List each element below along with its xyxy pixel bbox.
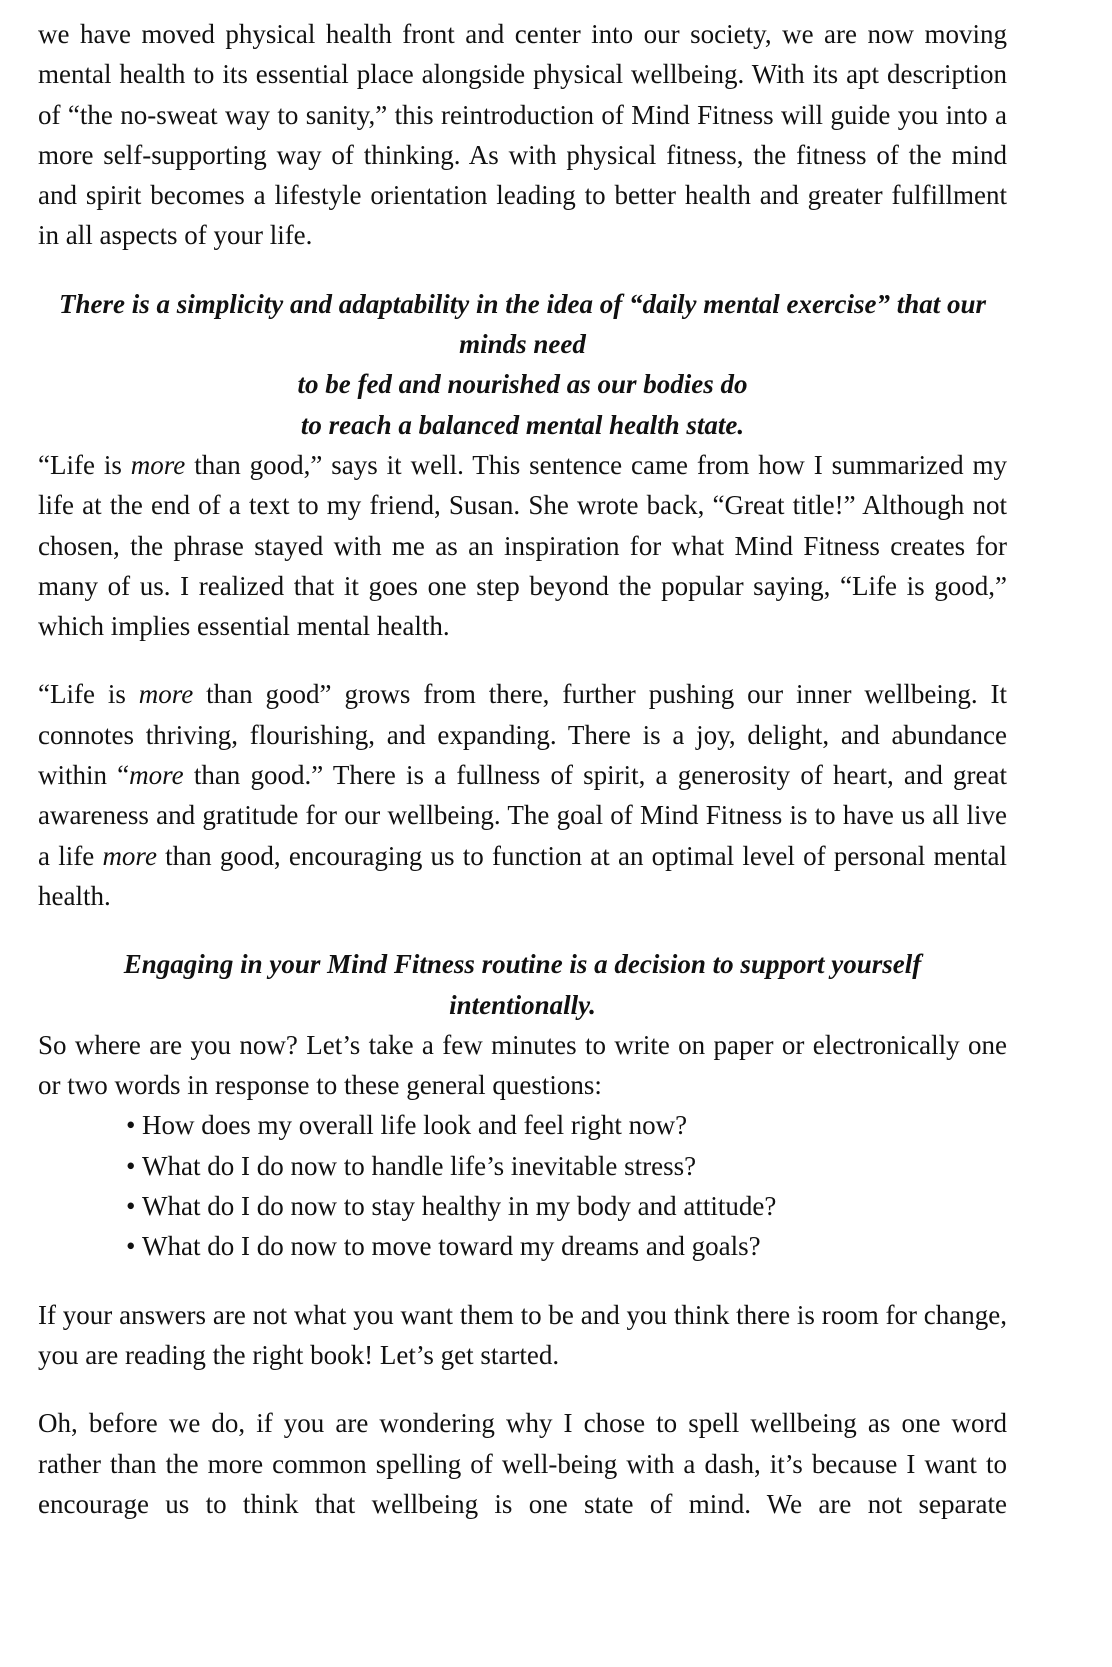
paragraph-where-are-you-now: So where are you now? Let’s take a few minutes to write on paper or electronically one or two words in response to these general questions: bbox=[38, 1029, 1007, 1101]
paragraph-wellbeing-spelling: Oh, before we do, if you are wondering why I chose to spell wellbeing as one word rather than the more common spelling of well-being with a dash, it’s because I want to encourage us to think that wellbeing is one state of mind. We are not separate bbox=[38, 1408, 1007, 1519]
question-text: What do I do now to handle life’s inevitable stress? bbox=[142, 1150, 697, 1181]
bullet-icon: • bbox=[126, 1150, 136, 1181]
text-segment: than good” grows from there, further pushing our inner wellbeing. It connotes thriving, flourishing, and expanding. There is a joy, delight, and abundance within “ bbox=[38, 679, 1007, 791]
text-segment: than good,” says it well. This sentence came from how I summarized my life at the end of a text to my friend, Susan. She wrote back, “Great title!” Although not chosen, the phrase stayed with me as an inspiration for what Mind Fitness creates for many of us. I realized that it goes one step beyond the popular saying, “Life is good,” which implies essential mental health. bbox=[38, 449, 1007, 642]
question-item bbox=[126, 1146, 1007, 1186]
pull-quote-line: to be fed and nourished as our bodies do bbox=[297, 369, 748, 400]
pull-quote-line: There is a simplicity and adaptability in the idea of “daily mental exercise” that our minds need bbox=[59, 288, 986, 360]
text-segment: “Life is bbox=[38, 449, 131, 480]
emphasis-more: more bbox=[130, 449, 186, 480]
text-segment: than good, encouraging us to function at an optimal level of personal mental health. bbox=[38, 840, 1007, 911]
paragraph-life-is-more-than-good bbox=[38, 445, 1007, 646]
question-item bbox=[126, 1186, 1007, 1226]
bullet-icon: • bbox=[126, 1110, 136, 1141]
question-text: How does my overall life look and feel right now? bbox=[142, 1110, 688, 1141]
question-text: What do I do now to move toward my dreams and goals? bbox=[142, 1231, 761, 1262]
paragraph-physical-mental-health: we have moved physical health front and center into our society, we are now moving mental health to its essential place alongside physical wellbeing. With its apt description of “the no-sweat way to sanity,” this reintroduction of Mind Fitness will guide you into a more self-supporting way of thinking. As with physical fitness, the fitness of the mind and spirit becomes a lifestyle orientation leading to better health and greater fulfillment in all aspects of your life. bbox=[38, 19, 1007, 251]
question-item bbox=[126, 1226, 1007, 1266]
pull-quote-daily-mental-exercise bbox=[38, 284, 1007, 445]
bullet-icon: • bbox=[126, 1191, 136, 1222]
emphasis-more: more bbox=[138, 679, 194, 710]
emphasis-more: more bbox=[102, 840, 157, 871]
pull-quote-engaging-routine: Engaging in your Mind Fitness routine is a decision to support yourself intentionally. bbox=[123, 949, 922, 1020]
emphasis-more: more bbox=[129, 760, 184, 791]
text-segment: than good.” There is a fullness of spirit, a generosity of heart, and great awareness and gratitude for our wellbeing. The goal of Mind Fitness is to have us all live a life bbox=[38, 760, 1007, 871]
question-item bbox=[126, 1105, 1007, 1145]
questions-list bbox=[38, 1105, 1007, 1266]
paragraph-right-book: If your answers are not what you want them to be and you think there is room for change, you are reading the right book! Let’s get started. bbox=[38, 1299, 1007, 1370]
pull-quote-line: to reach a balanced mental health state. bbox=[300, 409, 745, 440]
text-segment: “Life is bbox=[38, 679, 139, 710]
paragraph-thriving-flourishing bbox=[38, 674, 1007, 916]
question-text: What do I do now to stay healthy in my body and attitude? bbox=[142, 1191, 777, 1222]
bullet-icon: • bbox=[126, 1231, 136, 1262]
